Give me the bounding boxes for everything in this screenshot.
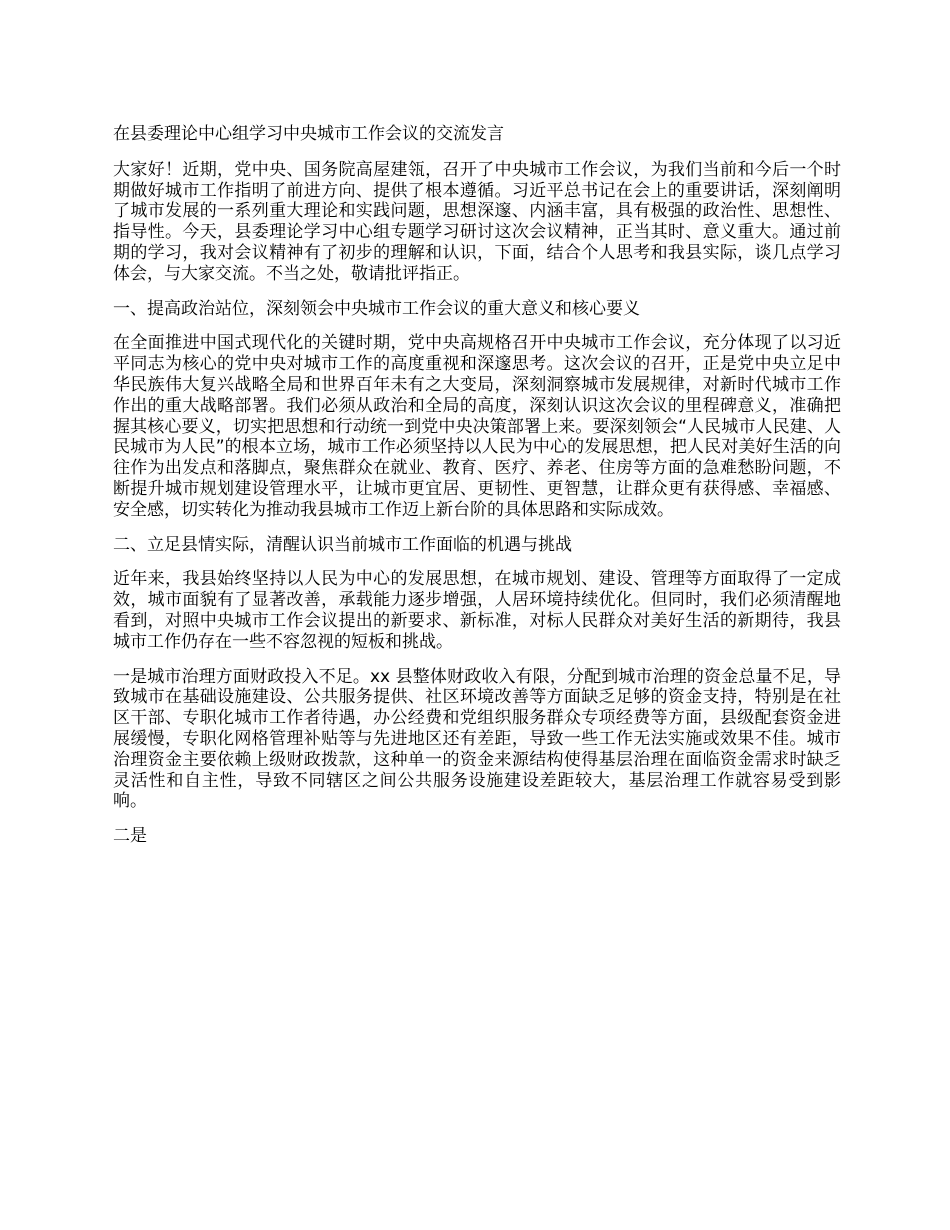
section-1-paragraph: 在全面推进中国式现代化的关键时期，党中央高规格召开中央城市工作会议，充分体现了以习近平同志为核心的党中央对城市工作的高度重视和深邃思考。这次会议的召开，正是党中央立足中华民族伟大复兴战略全局和世界百年未有之大变局，深刻洞察城市发展规律，对新时代城市工作作出的重大战略部署。我们必须从政治和全局的高度，深刻认识这次会议的里程碑意义，准确把握其核心要义，切实把思想和行动统一到党中央决策部署上来。要深刻领会“人民城市人民建、人民城市为人民”的根本立场，城市工作必须坚持以人民为中心的发展思想，把人民对美好生活的向往作为出发点和落脚点，聚焦群众在就业、教育、医疗、养老、住房等方面的急难愁盼问题，不断提升城市规划建设管理水平，让城市更宜居、更韧性、更智慧，让群众更有获得感、幸福感、安全感，切实转化为推动我县城市工作迈上新台阶的具体思路和实际成效。 bbox=[113, 333, 841, 520]
section-2-heading: 二、立足县情实际，清醒认识当前城市工作面临的机遇与挑战 bbox=[113, 534, 572, 555]
document-page bbox=[113, 124, 841, 861]
document-title: 在县委理论中心组学习中央城市工作会议的交流发言 bbox=[113, 124, 504, 144]
intro-paragraph: 大家好！近期，党中央、国务院高屋建瓴，召开了中央城市工作会议，为我们当前和今后一个时期做好城市工作指明了前进方向、提供了根本遵循。习近平总书记在会上的重要讲话，深刻阐明了城市发展的一系列重大理论和实践问题，思想深邃、内涵丰富，具有极强的政治性、思想性、指导性。今天，县委理论学习中心组专题学习研讨这次会议精神，正当其时、意义重大。通过前期的学习，我对会议精神有了初步的理解和认识，下面，结合个人思考和我县实际，谈几点学习体会，与大家交流。不当之处，敬请批评指正。 bbox=[113, 159, 841, 284]
section-2-paragraph: 近年来，我县始终坚持以人民为中心的发展思想，在城市规划、建设、管理等方面取得了一定成效，城市面貌有了显著改善，承载能力逐步增强，人居环境持续优化。但同时，我们必须清醒地看到，对照中央城市工作会议提出的新要求、新标准，对标人民群众对美好生活的新期待，我县城市工作仍存在一些不容忽视的短板和挑战。 bbox=[113, 569, 841, 652]
point-1-paragraph: 一是城市治理方面财政投入不足。xx 县整体财政收入有限，分配到城市治理的资金总量不足，导致城市在基础设施建设、公共服务提供、社区环境改善等方面缺乏足够的资金支持，特别是在社区干部、专职化城市工作者待遇，办公经费和党组织服务群众专项经费等方面，县级配套资金进展缓慢，专职化网格管理补贴等与先进地区还有差距，导致一些工作无法实施或效果不佳。城市治理资金主要依赖上级财政拨款，这种单一的资金来源结构使得基层治理在面临资金需求时缺乏灵活性和自主性，导致不同辖区之间公共服务设施建设差距较大，基层治理工作就容易受到影响。 bbox=[113, 666, 841, 812]
section-1-heading: 一、提高政治站位，深刻领会中央城市工作会议的重大意义和核心要义 bbox=[113, 298, 640, 319]
point-2-start: 二是 bbox=[113, 826, 147, 847]
